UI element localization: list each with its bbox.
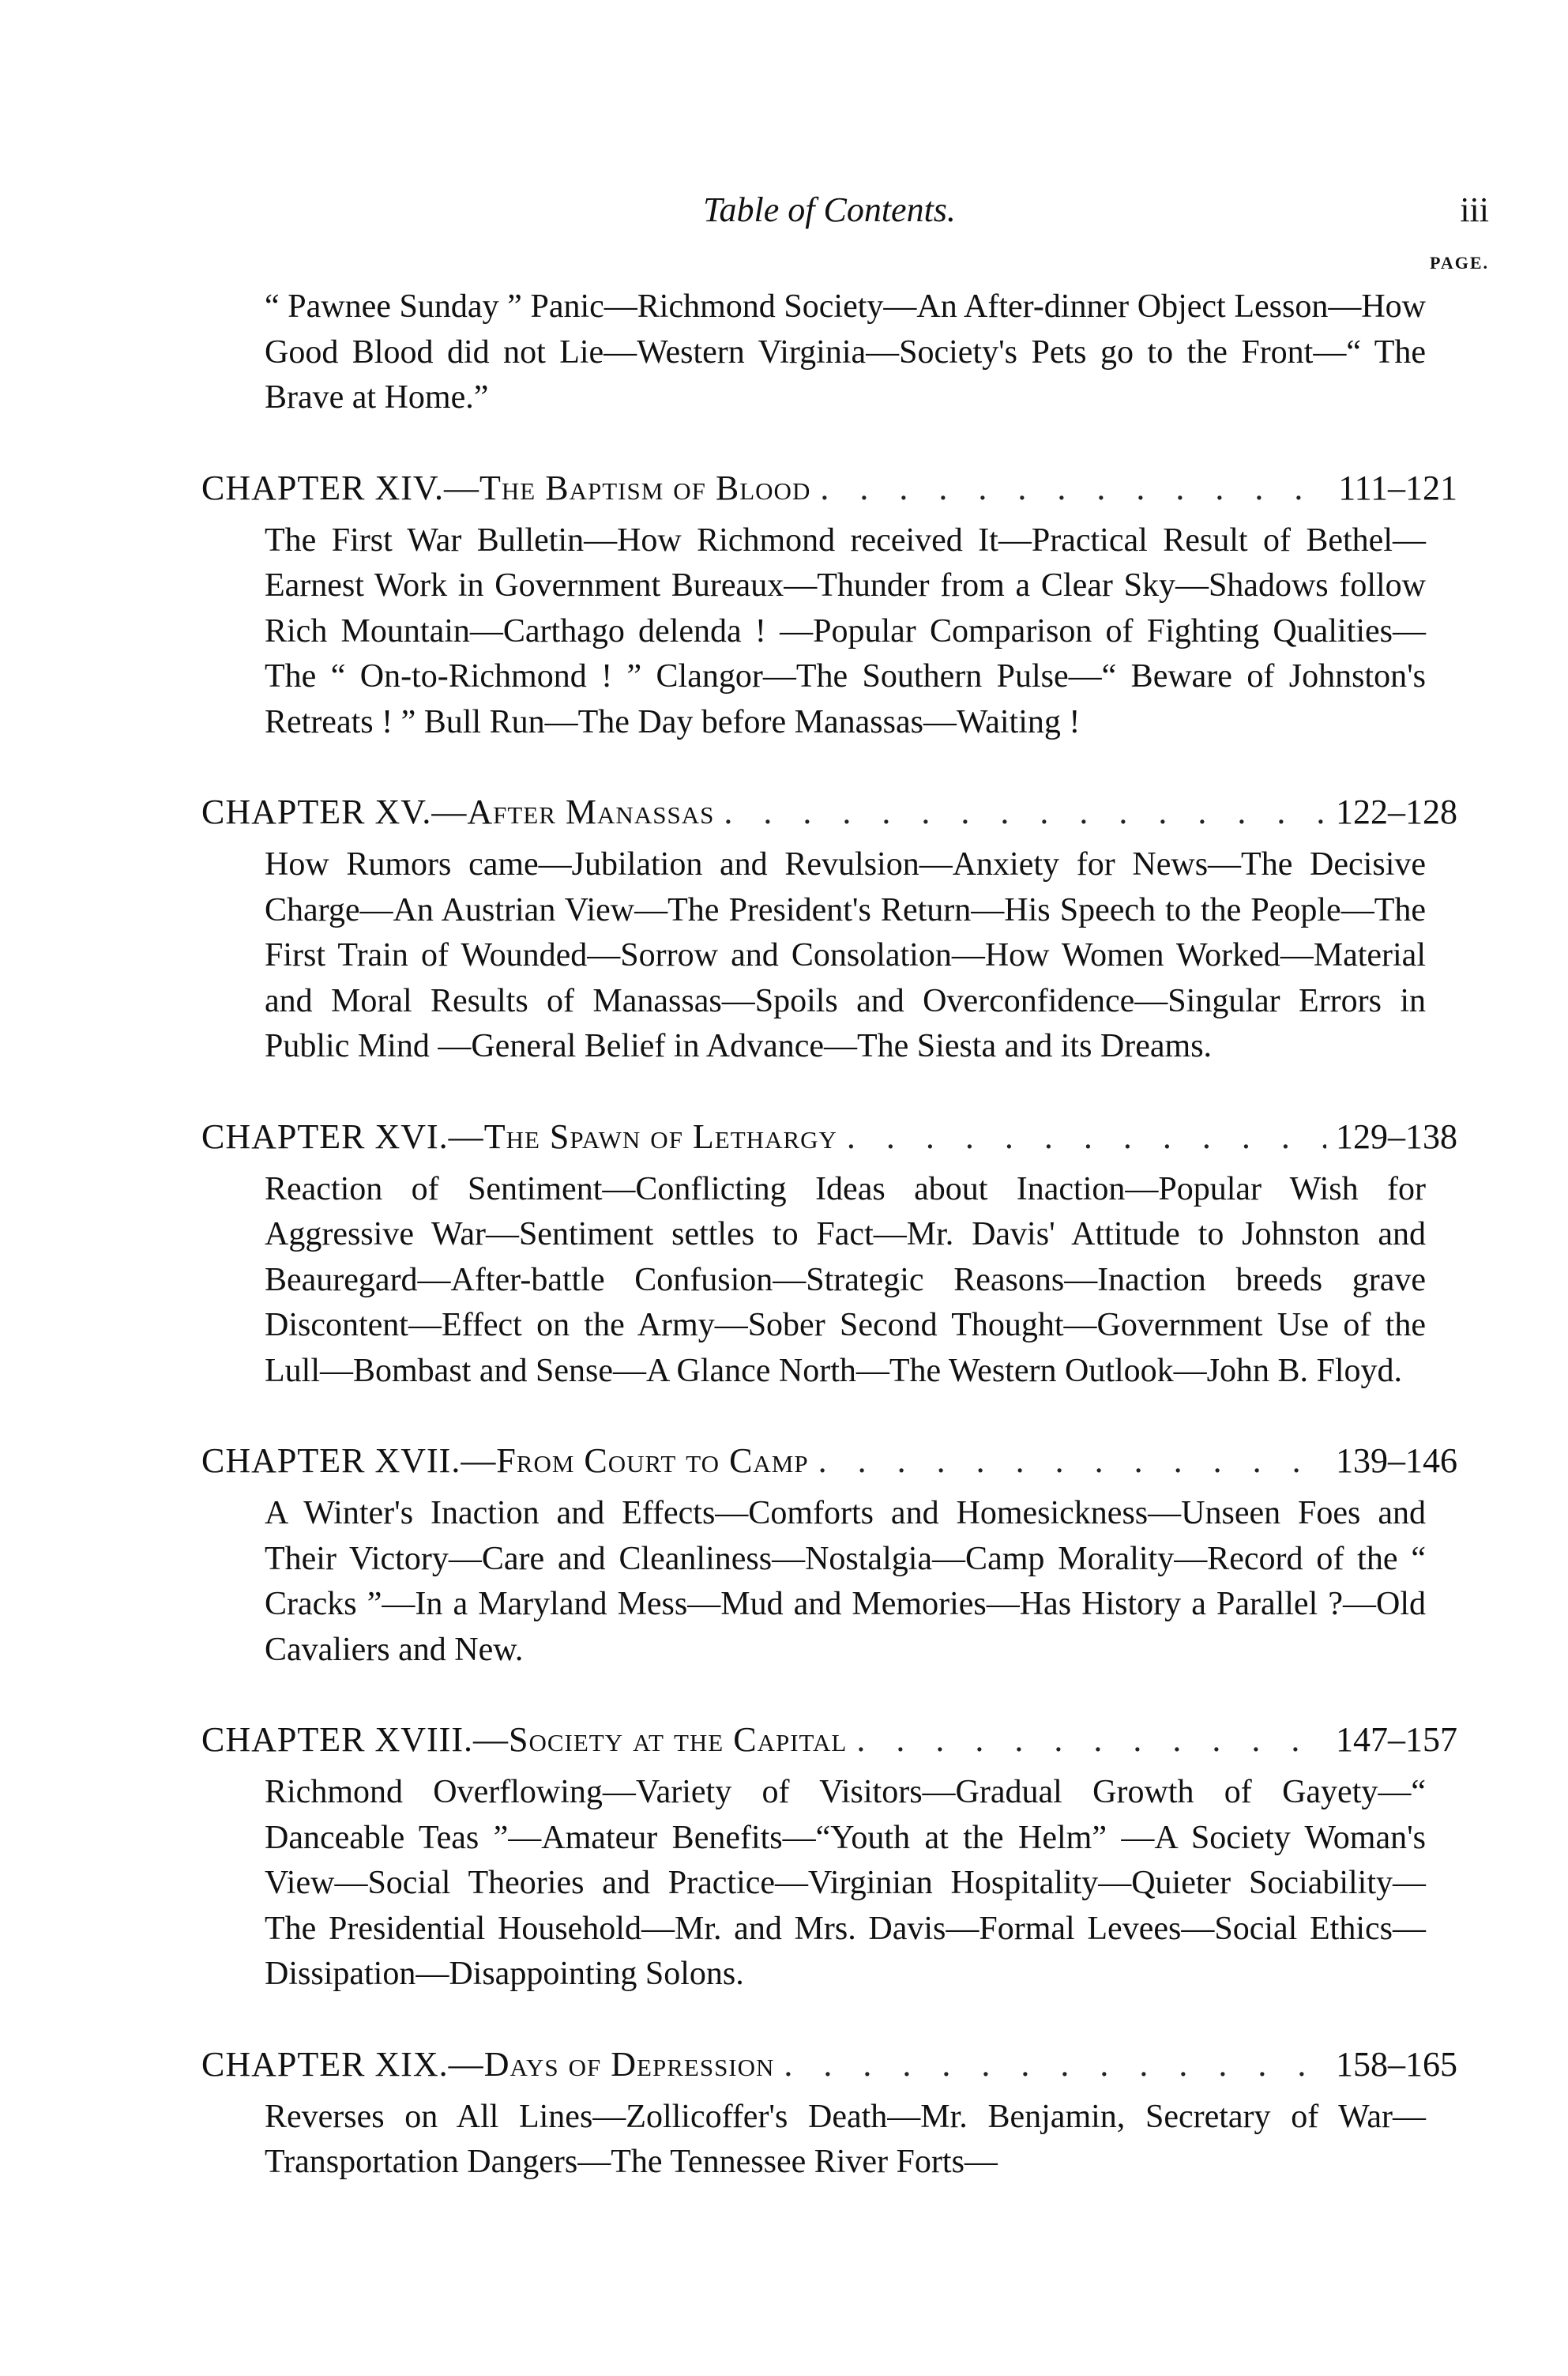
chapter-summary: A Winter's Inaction and Effects—Comforts and Homesickness—Unseen Foes and Their Victory—Care and Cleanliness—Nostalgia—Camp Morality—Record of the “ Cracks ”—In a Maryland Mess—Mud and Memories—Has History a Parallel ?—Old Cavaliers and New. <box>265 1495 1426 1668</box>
dot-leader <box>818 1437 1326 1485</box>
chapter-heading <box>201 789 1457 836</box>
chapter-entry <box>201 465 1457 746</box>
chapter-pages: 158–165 <box>1336 2044 1457 2084</box>
dot-leader <box>784 2041 1326 2088</box>
chapter-title: Society at the Capital <box>508 1720 848 1759</box>
chapter-heading <box>201 465 1457 512</box>
dot-leader <box>724 789 1326 836</box>
chapter-number: CHAPTER XIV.— <box>201 468 480 507</box>
chapter-entry <box>201 1437 1457 1673</box>
chapter-number: CHAPTER XVIII.— <box>201 1720 509 1759</box>
chapter-heading <box>201 1716 1457 1764</box>
running-head <box>201 190 1489 273</box>
chapter-summary: Reaction of Sentiment—Conflicting Ideas about Inaction—Popular Wish for Aggressive War—Sentiment settles to Fact—Mr. Davis' Attitude to Johnston and Beauregard—After-battle Confusion—Strategic Reasons—Inaction breeds grave Discontent—Effect on the Army—Sober Second Thought—Government Use of the Lull—Bombast and Sense—A Glance North—The Western Outlook—John B. Floyd. <box>265 1170 1426 1389</box>
chapter-title: After Manassas <box>467 793 715 831</box>
chapter-title: The Spawn of Lethargy <box>483 1116 837 1156</box>
chapter-summary: The First War Bulletin—How Richmond received It—Practical Result of Bethel—Earnest Work in Government Bureaux—Thunder from a Clear Sky—Shadows follow Rich Mountain—Carthago delenda ! —Popular Comparison of Fighting Qualities—The “ On-to-Richmond ! ” Clangor—The Southern Pulse—“ Beware of Johnston's Retreats ! ” Bull Run—The Day before Manassas—Waiting ! <box>265 522 1426 740</box>
toc-page <box>201 190 1489 2186</box>
dot-leader <box>847 1113 1326 1161</box>
chapter-pages: 147–157 <box>1336 1720 1457 1759</box>
chapter-pages: 111–121 <box>1338 468 1457 507</box>
chapter-entry <box>201 1716 1457 1998</box>
chapter-title: The Baptism of Blood <box>479 468 811 507</box>
dot-leader <box>820 465 1329 512</box>
dot-leader <box>856 1716 1326 1764</box>
chapter-number: CHAPTER XVI.— <box>201 1116 484 1156</box>
chapter-heading <box>201 1113 1457 1161</box>
chapter-heading <box>201 2041 1457 2088</box>
chapter-summary: Richmond Overflowing—Variety of Visitors—Gradual Growth of Gayety—“ Danceable Teas ”—Amateur Benefits—“Youth at the Helm” —A Society Woman's View—Social Theories and Practice—Virginian Hospitality—Quieter Sociability—The Presidential Household—Mr. and Mrs. Davis—Formal Levees—Social Ethics—Dissipation—Disappointing Solons. <box>265 1774 1426 1992</box>
page-number: iii <box>1460 190 1489 229</box>
page-column-label: PAGE. <box>1430 253 1489 273</box>
chapter-heading <box>201 1437 1457 1485</box>
chapter-number: CHAPTER XVII.— <box>201 1441 497 1480</box>
chapter-pages: 122–128 <box>1336 793 1457 831</box>
chapter-entry <box>201 789 1457 1070</box>
chapter-entry <box>201 2041 1457 2186</box>
chapter-number: CHAPTER XIX.— <box>201 2044 484 2084</box>
continued-summary: “ Pawnee Sunday ” Panic—Richmond Society—An After-dinner Object Lesson—How Good Blood did not Lie—Western Virginia—Society's Pets go to the Front—“ The Brave at Home.” <box>265 288 1426 416</box>
chapter-entry <box>201 1113 1457 1395</box>
chapter-summary: Reverses on All Lines—Zollicoffer's Death—Mr. Benjamin, Secretary of War—Transportation Dangers—The Tennessee River Forts— <box>265 2098 1426 2180</box>
chapter-number: CHAPTER XV.— <box>201 793 468 831</box>
chapter-pages: 129–138 <box>1336 1116 1457 1156</box>
chapter-title: From Court to Camp <box>496 1441 809 1480</box>
chapter-summary: How Rumors came—Jubilation and Revulsion—Anxiety for News—The Decisive Charge—An Austrian View—The President's Return—His Speech to the People—The First Train of Wounded—Sorrow and Consolation—How Women Worked—Material and Moral Results of Manassas—Spoils and Overconfidence—Singular Errors in Public Mind —General Belief in Advance—The Siesta and its Dreams. <box>265 846 1426 1064</box>
chapter-title: Days of Depression <box>483 2044 775 2084</box>
chapter-pages: 139–146 <box>1336 1441 1457 1480</box>
running-title: Table of Contents. <box>703 190 956 229</box>
